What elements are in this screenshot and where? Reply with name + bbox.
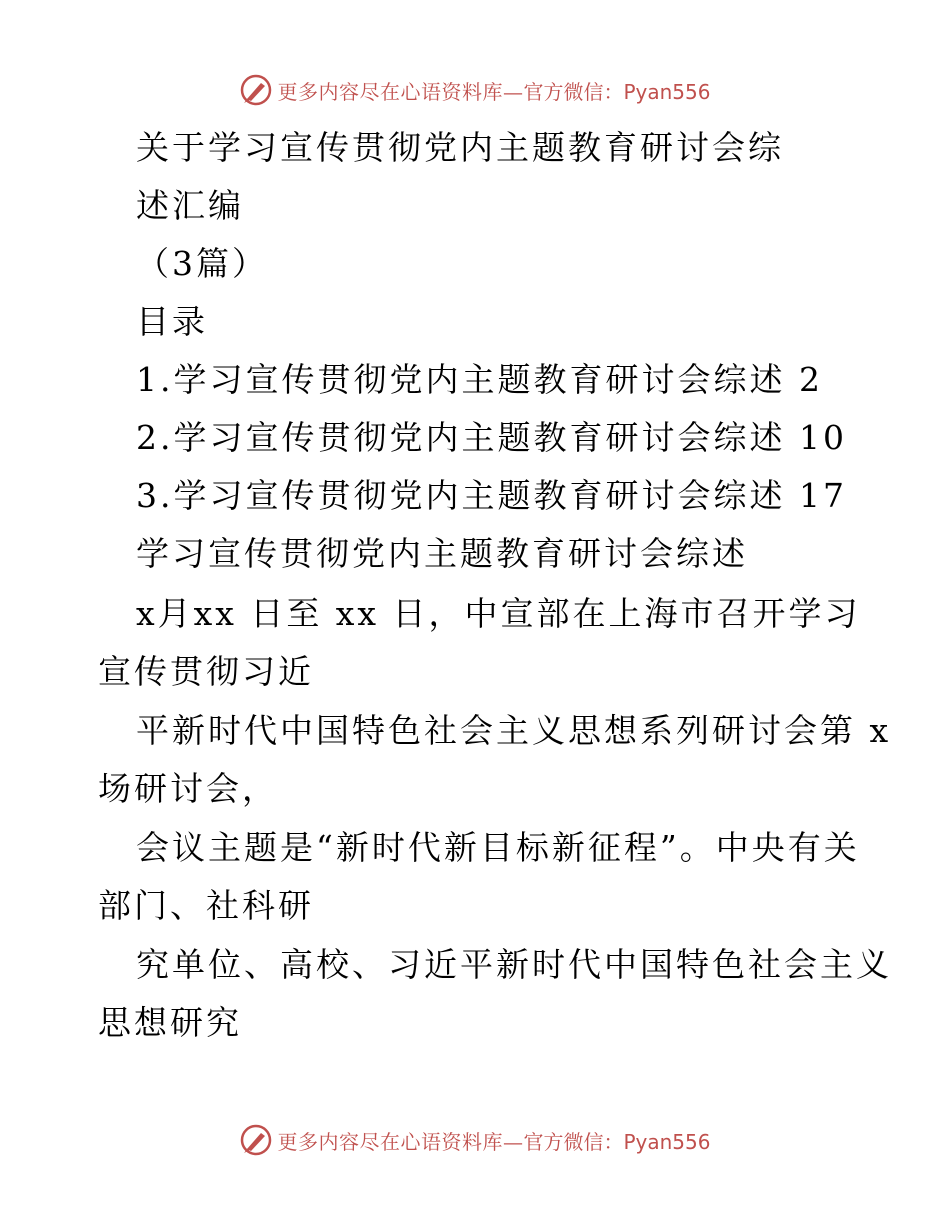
toc-heading: 目录 <box>136 302 208 341</box>
body-line: 会议主题是“新时代新目标新征程”。中央有关 <box>136 828 860 867</box>
body-line: 平新时代中国特色社会主义思想系列研讨会第 x <box>136 711 892 750</box>
banner-contact: 官方微信：Pyan556 <box>523 1129 711 1154</box>
body-line: 宣传贯彻习近 <box>98 652 314 691</box>
pen-logo-icon <box>239 73 273 107</box>
footer-banner <box>0 1120 950 1160</box>
section-title: 学习宣传贯彻党内主题教育研讨会综述 <box>136 534 748 573</box>
header-banner <box>0 70 950 110</box>
doc-count: （3篇） <box>136 244 268 283</box>
body-line: 部门、社科研 <box>98 886 314 925</box>
banner-text: 更多内容尽在心语资料库— <box>277 1129 524 1154</box>
doc-title-line2: 述汇编 <box>136 186 244 225</box>
toc-item: 2.学习宣传贯彻党内主题教育研讨会综述 10 <box>136 418 847 457</box>
toc-item: 1.学习宣传贯彻党内主题教育研讨会综述 2 <box>136 360 823 399</box>
banner-contact: 官方微信：Pyan556 <box>523 79 711 104</box>
doc-title-line1: 关于学习宣传贯彻党内主题教育研讨会综 <box>136 128 784 167</box>
body-line: 究单位、高校、习近平新时代中国特色社会主义 <box>136 945 892 984</box>
pen-logo-icon <box>239 1123 273 1157</box>
body-line: 思想研究 <box>98 1003 242 1042</box>
toc-item: 3.学习宣传贯彻党内主题教育研讨会综述 17 <box>136 476 847 515</box>
banner-text: 更多内容尽在心语资料库— <box>277 79 524 104</box>
body-line: x月xx 日至 xx 日，中宣部在上海市召开学习 <box>136 594 861 633</box>
body-line: 场研讨会， <box>98 769 278 808</box>
